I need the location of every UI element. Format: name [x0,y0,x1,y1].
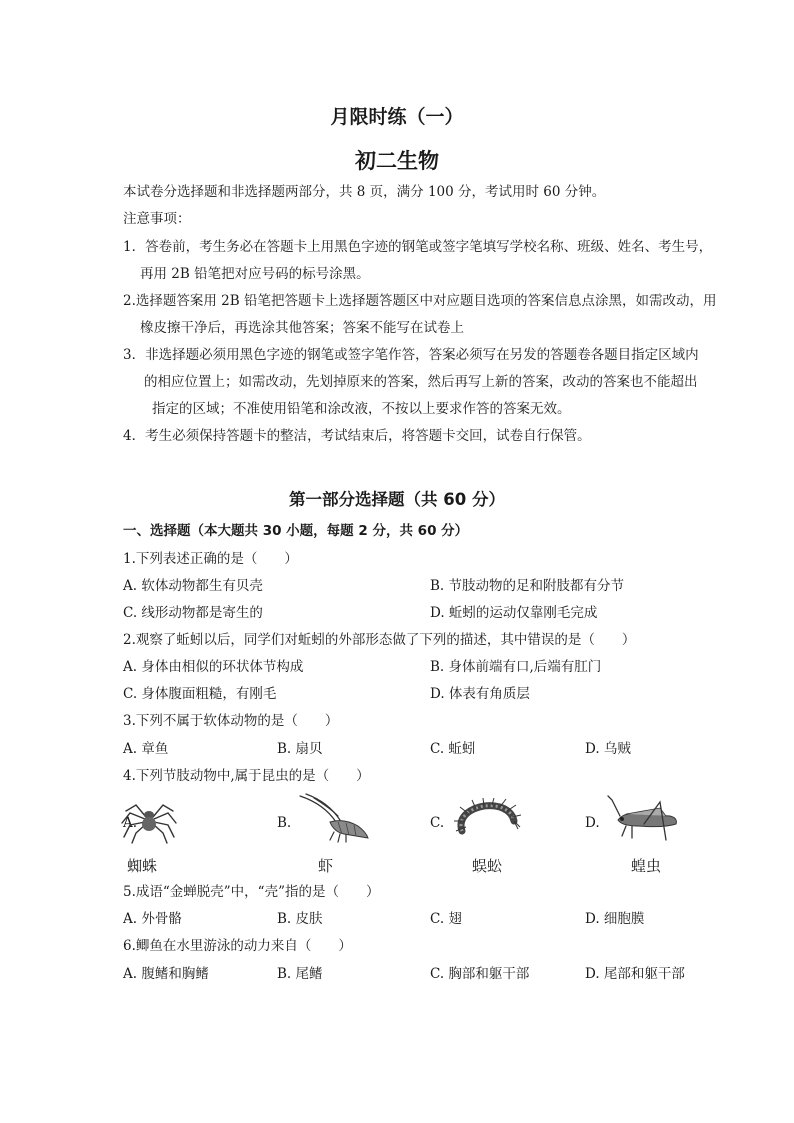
question-4-stem: 4.下列节肢动物中,属于昆虫的是（ ） [123,768,370,784]
subject-title: 初二生物 [355,149,439,173]
q2-option-c: C. 身体腹面粗糙，有刚毛 [123,686,277,702]
note-1-line-1: 1．答卷前，考生务必在答题卡上用黑色字迹的钢笔或签字笔填写学校名称、班级、姓名、考生号， [123,239,713,255]
q4-caption-d: 蝗虫 [631,857,662,875]
q4-caption-c: 蜈蚣 [472,857,503,875]
q4-option-a: A. [123,815,138,831]
note-1-line-2: 再用 2B 铅笔把对应号码的标号涂黑。 [140,266,370,282]
centipede-icon [452,797,522,843]
q1-option-c: C. 线形动物都是寄生的 [123,605,263,621]
note-4: 4．考生必须保持答题卡的整洁，考试结束后，将答题卡交回，试卷自行保管。 [123,428,591,444]
q3-option-c: C. 蚯蚓 [430,741,476,757]
q6-option-b: B. 尾鳍 [277,966,323,982]
q6-option-c: C. 胸部和躯干部 [430,966,530,982]
section-title: 第一部分选择题（共 60 分） [289,490,505,509]
q5-option-c: C. 翅 [430,911,462,927]
q4-caption-b: 虾 [318,857,334,875]
question-3-stem: 3.下列不属于软体动物的是（ ） [123,713,339,729]
q2-option-b: B. 身体前端有口,后端有肛门 [430,659,602,675]
question-6-stem: 6.鲫鱼在水里游泳的动力来自（ ） [123,938,352,954]
page-title: 月限时练（一） [330,106,464,128]
note-3-line-2: 的相应位置上；如需改动，先划掉原来的答案，然后再写上新的答案，改动的答案也不能超出 [144,374,698,390]
q4-option-b: B. [277,815,292,831]
note-3-line-1: 3．非选择题必须用黑色字迹的钢笔或签字笔作答，答案必须写在另发的答题卷各题目指定区域内 [123,347,699,363]
question-1-stem: 1.下列表述正确的是（ ） [123,551,298,567]
part-heading: 一、选择题（本大题共 30 小题，每题 2 分，共 60 分） [123,523,469,539]
note-3-line-3: 指定的区域；不准使用铅笔和涂改液，不按以上要求作答的答案无效。 [152,401,571,417]
q3-option-b: B. 扇贝 [277,741,323,757]
q4-caption-a: 蜘蛛 [127,857,158,875]
q2-option-d: D. 体表有角质层 [430,686,530,702]
q5-option-a: A. 外骨骼 [123,911,182,927]
q5-option-b: B. 皮肤 [277,911,323,927]
question-2-stem: 2.观察了蚯蚓以后，同学们对蚯蚓的外部形态做了下列的描述，其中错误的是（ ） [123,632,636,648]
q1-option-b: B. 节肢动物的足和附肢都有分节 [430,578,625,594]
q3-option-d: D. 乌贼 [585,741,631,757]
question-5-stem: 5.成语“金蝉脱壳”中，“壳”指的是（ ） [123,884,380,900]
q4-option-d: D. [585,815,600,831]
q5-option-d: D. 细胞膜 [585,911,645,927]
q6-option-a: A. 腹鳍和胸鳍 [123,966,209,982]
q1-option-a: A. 软体动物都生有贝壳 [123,578,263,594]
q6-option-d: D. 尾部和躯干部 [585,966,685,982]
notes-label: 注意事项： [123,211,191,227]
q1-option-d: D. 蚯蚓的运动仅靠刚毛完成 [430,605,598,621]
note-2-line-1: 2.选择题答案用 2B 铅笔把答题卡上选择题答题区中对应题目选项的答案信息点涂黑，如需改动，用 [123,293,717,309]
q3-option-a: A. 章鱼 [123,741,169,757]
q4-option-c: C. [430,815,445,831]
intro-summary: 本试卷分选择题和非选择题两部分，共 8 页，满分 100 分，考试用时 60 分钟。 [123,184,606,200]
spider-icon [118,795,180,845]
note-2-line-2: 橡皮擦干净后，再选涂其他答案；答案不能写在试卷上 [140,320,464,336]
grasshopper-icon [604,794,684,844]
shrimp-icon [294,792,372,844]
q2-option-a: A. 身体由相似的环状体节构成 [123,659,304,675]
